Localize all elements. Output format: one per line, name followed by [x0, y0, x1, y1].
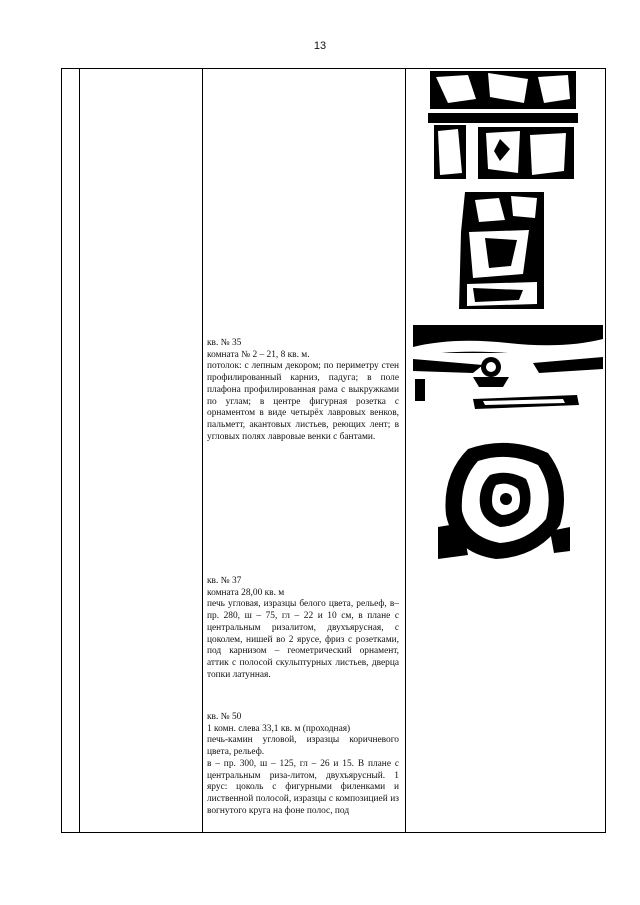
entry-description: печь-камин угловой, изразцы коричневого цвета, рельеф. [207, 735, 399, 758]
entry-description: печь угловая, изразцы белого цвета, рельеф, в– пр. 280, ш – 75, гл – 22 и 10 см, в плане с центральным ризалитом, двухъярусная, с цоколем, нишей во 2 ярусе, фриз с розетками, под карнизом – геометрический орнамент, аттик с полосой скульптурных листьев, дверца топки латунная. [207, 599, 399, 680]
entry-apt-37 [207, 576, 399, 681]
ceiling-rosette-photo [438, 435, 573, 565]
ceiling-cornice-photo [413, 325, 603, 411]
apartment-label: кв. № 50 [207, 712, 242, 722]
room-label: 1 комн. слева 33,1 кв. м (проходная) [207, 723, 351, 734]
column-divider [405, 69, 406, 832]
room-label: комната 28,00 кв. м [207, 587, 285, 598]
column-divider [79, 69, 80, 832]
stove-corner-photo [459, 192, 544, 309]
stove-detail-photo [428, 69, 578, 181]
inventory-table [61, 68, 606, 833]
column-divider [202, 69, 203, 832]
room-label: комната № 2 – 21, 8 кв. м. [207, 349, 310, 360]
page-number: 13 [313, 40, 327, 52]
entry-apt-50 [207, 712, 399, 817]
entry-description: потолок: с лепным декором; по периметру стен профилированный карниз, падуга; в поле плафона профилированная рама с выкружками по углам; в центре фигурная розетка с орнаментом в виде четырёх лавровых венков, пальметт, акантовых листьев, реющих лент; в угловых полях лавровые венки с бантами. [207, 361, 399, 442]
apartment-label: кв. № 35 [207, 338, 242, 348]
apartment-label: кв. № 37 [207, 576, 242, 586]
entry-description: в – пр. 300, ш – 125, гл – 26 и 15. В плане с центральным риза-литом, двухъярусный. 1 ярус: цоколь с фигурными филенками и лиственной полосой, изразцы с композицией из вогнутого круга на фоне полос, под [207, 758, 399, 816]
entry-apt-35 [207, 338, 399, 443]
